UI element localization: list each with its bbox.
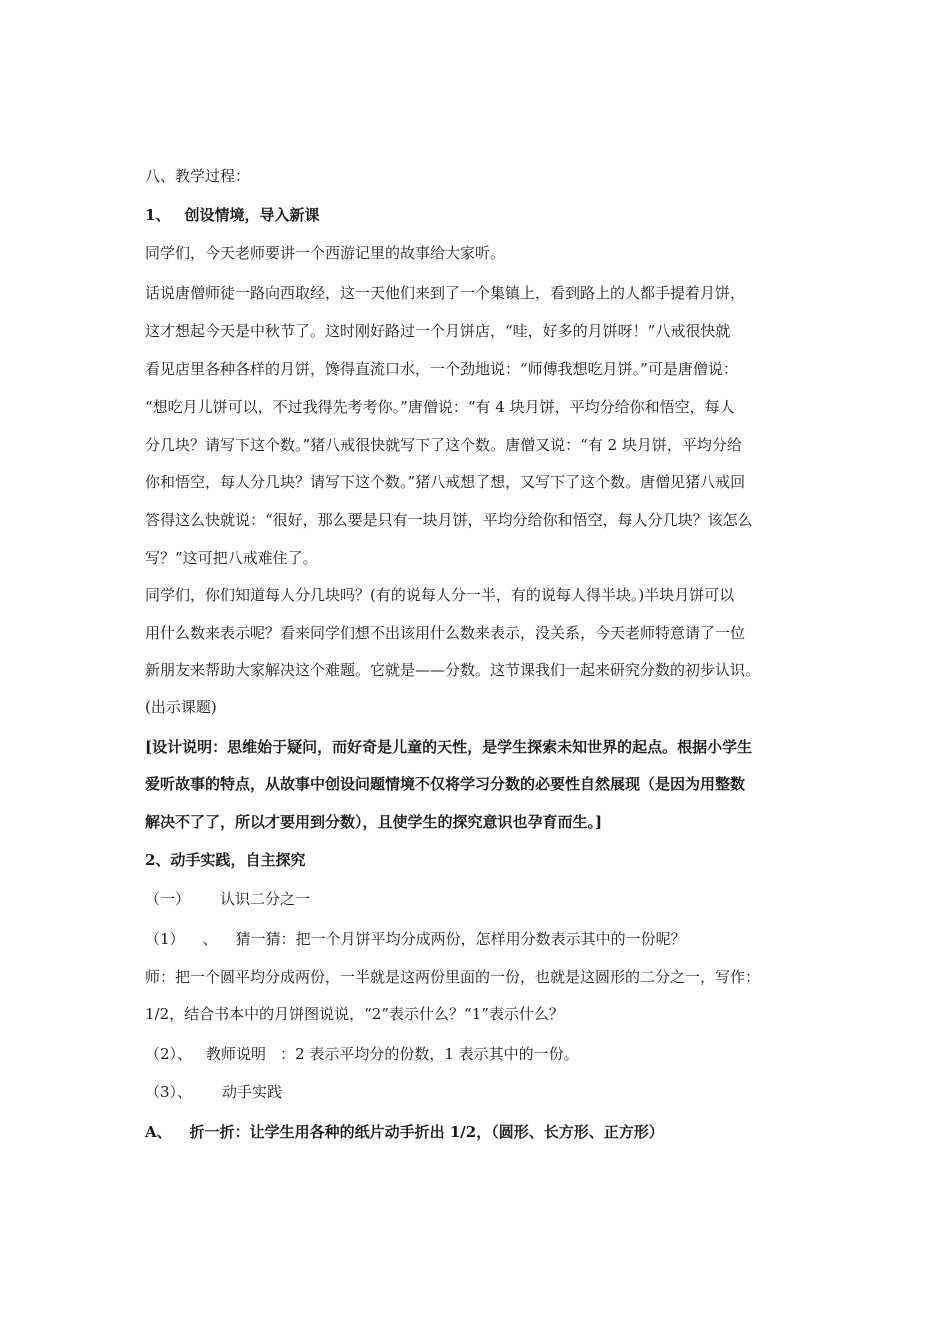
item3-number: （3）、 [145,1083,193,1101]
question-line: 新朋友来帮助大家解决这个难题。它就是——分数。这节课我们一起来研究分数的初步认识。 [145,661,761,679]
step1-title: 创设情境，导入新课 [184,206,320,224]
section-heading: 八、教学过程： [145,167,251,185]
item1 [145,929,686,949]
teacher-line: 1/2，结合书本中的月饼图说说，“2”表示什么？“1”表示什么？ [145,1005,564,1023]
itemA-text: 折一折：让学生用各种的纸片动手折出 1/2，（圆形、长方形、正方形） [189,1123,664,1141]
itemA-letter: A、 [145,1123,172,1141]
design-note-line: 爱听故事的特点，从故事中创设问题情境不仅将学习分数的必要性自然展现（是因为用整数 [145,775,746,793]
story-line: 分几块？请写下这个数。”猪八戒很快就写下了这个数。唐僧又说：“有 2 块月饼，平均分给 [145,436,742,454]
itemA [145,1122,664,1142]
item1-text: 猜一猜：把一个月饼平均分成两份，怎样用分数表示其中的一份呢？ [235,930,686,948]
design-note-line: [设计说明：思维始于疑问，而好奇是儿童的天性，是学生探索未知世界的起点。根据小学生 [145,738,753,756]
item2-label: 教师说明 [206,1045,267,1063]
part1-title: 认识二分之一 [220,890,311,908]
item1-separator: 、 [202,930,218,948]
step1-heading [145,205,319,225]
step2-heading: 2、动手实践，自主探究 [145,851,306,869]
question-line: 用什么数来表示呢？看来同学们想不出该用什么数来表示，没关系，今天老师特意请了一位 [145,624,746,642]
question-line: (出示课题) [145,698,217,716]
story-line: “想吃月儿饼可以，不过我得先考考你。”唐僧说：“有 4 块月饼，平均分给你和悟空，每人 [145,398,735,416]
story-line: 这才想起今天是中秋节了。这时刚好路过一个月饼店，“哇，好多的月饼呀！”八戒很快就 [145,322,731,340]
story-line: 你和悟空，每人分几块？请写下这个数。”猪八戒想了想，又写下了这个数。唐僧见猪八戒回 [145,473,746,491]
question-line: 同学们，你们知道每人分几块吗？(有的说每人分一半，有的说每人得半块。)半块月饼可以 [145,586,735,604]
part1-heading [145,889,310,909]
design-note-line: 解决不了了，所以才要用到分数），且使学生的探究意识也孕育而生。] [145,813,603,831]
story-line: 话说唐僧师徒一路向西取经，这一天他们来到了一个集镇上，看到路上的人都手提着月饼， [145,284,746,302]
story-line: 答得这么快就说：“很好，那么要是只有一块月饼，平均分给你和悟空，每人分几块？该怎么 [145,511,753,529]
item1-number: （1） [145,930,185,948]
step1-number: 1、 [145,206,171,224]
story-line: 看见店里各种各样的月饼，馋得直流口水，一个劲地说：“师傅我想吃月饼。”可是唐僧说： [145,360,738,378]
intro-paragraph: 同学们，今天老师要讲一个西游记里的故事给大家听。 [145,244,506,262]
part1-number: （一） [145,890,191,908]
story-line: 写？”这可把八戒难住了。 [145,549,318,567]
item3 [145,1082,282,1102]
item2-number: （2）、 [145,1045,193,1063]
teacher-line: 师：把一个圆平均分成两份，一半就是这两份里面的一份，也就是这圆形的二分之一，写作： [145,968,761,986]
item2 [145,1044,579,1064]
item3-text: 动手实践 [222,1083,283,1101]
item2-text: ：2 表示平均分的份数，1 表示其中的一份。 [280,1045,579,1063]
